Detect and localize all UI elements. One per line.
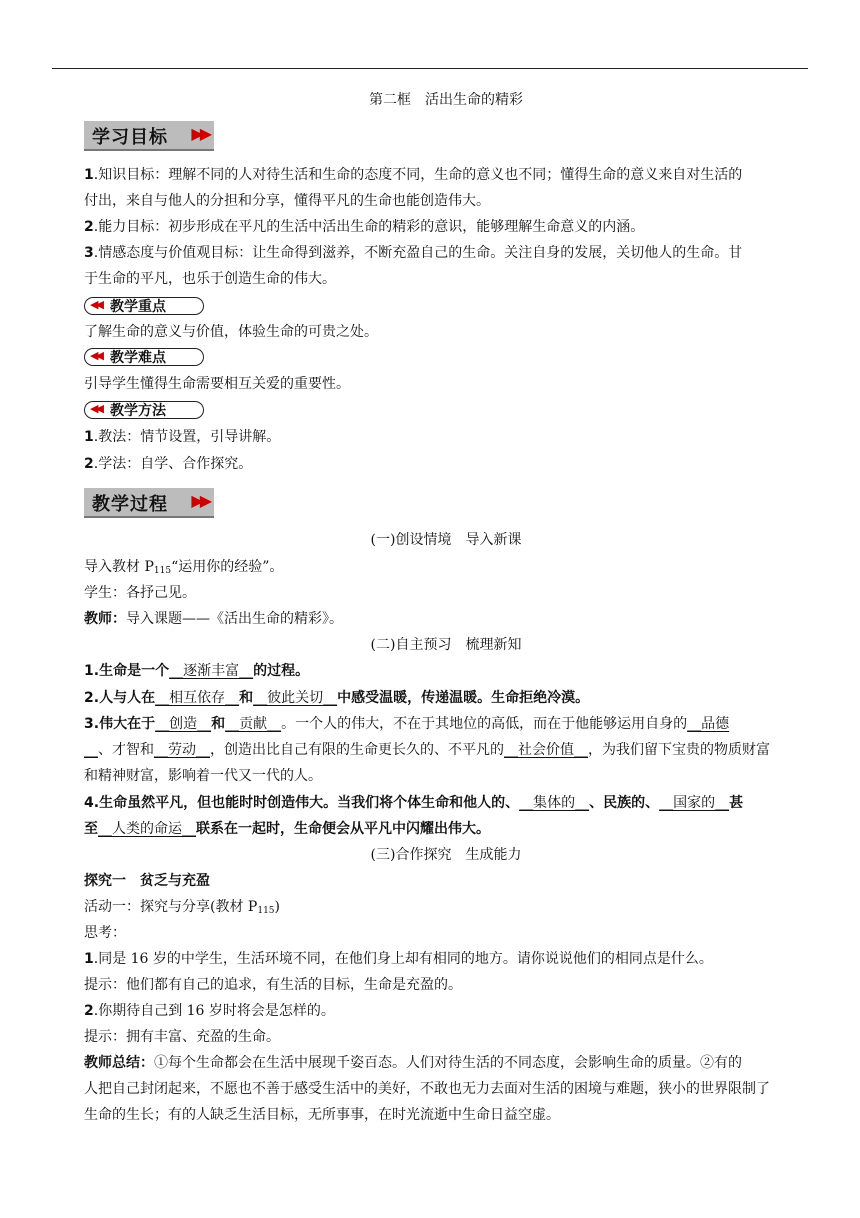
- preview-4-line2: 至__人类的命运__联系在一起时，生命便会从平凡中闪耀出伟大。: [84, 821, 490, 837]
- method-1: 1.教法：情节设置，引导讲解。: [84, 429, 281, 445]
- preview-4-line1: 4.生命虽然平凡，但也能时时创造伟大。当我们将个体生命和他人的、__集体的__、民族的、__国家的__甚: [84, 795, 744, 811]
- hint-2: 提示：拥有丰富、充盈的生命。: [84, 1029, 280, 1045]
- method-2: 2.学法：自学、合作探究。: [84, 456, 253, 472]
- preview-2: 2.人与人在__相互依存__和__彼此关切__中感受温暖，传递温暖。生命拒绝冷漠。: [84, 690, 590, 706]
- objective-1-line2: 付出，来自与他人的分担和分享，懂得平凡的生命也能创造伟大。: [84, 193, 490, 209]
- section-1-line3: 教师：导入课题——《活出生命的精彩》。: [84, 611, 343, 627]
- difficult-point-tag: ◀◀ 教学难点: [84, 347, 208, 367]
- section-1-line1: 导入教材 $P_{115}“$运用你的经验”。: [84, 559, 284, 576]
- section-1-heading: (一)创设情境 导入新课: [370, 532, 522, 548]
- hint-1: 提示：他们都有自己的追求，有生活的目标，生命是充盈的。: [84, 977, 462, 993]
- objective-3-line2: 于生命的平凡，也乐于创造生命的伟大。: [84, 271, 336, 287]
- summary-line3: 生命的生长；有的人缺乏生活目标，无所事事，在时光流逝中生命日益空虚。: [84, 1107, 560, 1123]
- question-2: 2.你期待自己到 16 岁时将会是怎样的。: [84, 1003, 335, 1019]
- objectives-banner: [84, 121, 214, 151]
- preview-3-line2: __、才智和__劳动__，创造出比自己有限的生命更长久的、不平凡的__社会价值__，为我们留下宝贵的物质财富: [84, 742, 770, 758]
- think-label: 思考：: [84, 925, 126, 941]
- activity-line: 活动一：探究与分享(教材 $P_{115}$): [84, 899, 280, 916]
- header-rule: [52, 68, 808, 69]
- double-arrow-icon: ▶▶: [191, 491, 208, 510]
- explore-heading: 探究一 贫乏与充盈: [84, 873, 210, 889]
- process-banner: [84, 488, 214, 518]
- double-left-arrow-icon: ◀◀: [90, 402, 101, 415]
- summary-line2: 人把自己封闭起来，不愿也不善于感受生活中的美好，不敢也无力去面对生活的困境与难题，狭小的世界限制了: [84, 1081, 770, 1097]
- banner-label: 教学过程: [92, 494, 168, 515]
- double-left-arrow-icon: ◀◀: [90, 349, 101, 362]
- double-arrow-icon: ▶▶: [191, 124, 208, 143]
- section-2-heading: (二)自主预习 梳理新知: [370, 637, 522, 653]
- method-tag: ◀◀ 教学方法: [84, 400, 208, 420]
- double-left-arrow-icon: ◀◀: [90, 298, 101, 311]
- summary-line1: 教师总结：①每个生命都会在生活中展现千姿百态。人们对待生活的不同态度，会影响生命的质量。②有的: [84, 1055, 742, 1071]
- section-3-heading: (三)合作探究 生成能力: [370, 847, 522, 863]
- objective-1-line1: 1.知识目标：理解不同的人对待生活和生命的态度不同，生命的意义也不同；懂得生命的意义来自对生活的: [84, 167, 743, 183]
- difficult-point-text: 引导学生懂得生命需要相互关爱的重要性。: [84, 376, 350, 392]
- preview-1: 1.生命是一个__逐渐丰富__的过程。: [84, 663, 310, 679]
- preview-3-line3: 和精神财富，影响着一代又一代的人。: [84, 768, 322, 784]
- key-point-tag: ◀◀ 教学重点: [84, 296, 208, 316]
- banner-label: 学习目标: [92, 127, 168, 148]
- page-title: 第二框 活出生命的精彩: [369, 92, 523, 108]
- objective-3-line1: 3.情感态度与价值观目标：让生命得到滋养，不断充盈自己的生命。关注自身的发展，关切他人的生命。甘: [84, 245, 743, 261]
- question-1: 1.同是 16 岁的中学生，生活环境不同，在他们身上却有相同的地方。请你说说他们的相同点是什么。: [84, 951, 713, 967]
- preview-3-line1: 3.伟大在于__创造__和__贡献__。一个人的伟大，不在于其地位的高低，而在于他能够运用自身的__品德: [84, 716, 730, 732]
- objective-2: 2.能力目标：初步形成在平凡的生活中活出生命的精彩的意识，能够理解生命意义的内涵。: [84, 219, 645, 235]
- key-point-text: 了解生命的意义与价值，体验生命的可贵之处。: [84, 324, 378, 340]
- section-1-line2: 学生：各抒己见。: [84, 585, 196, 601]
